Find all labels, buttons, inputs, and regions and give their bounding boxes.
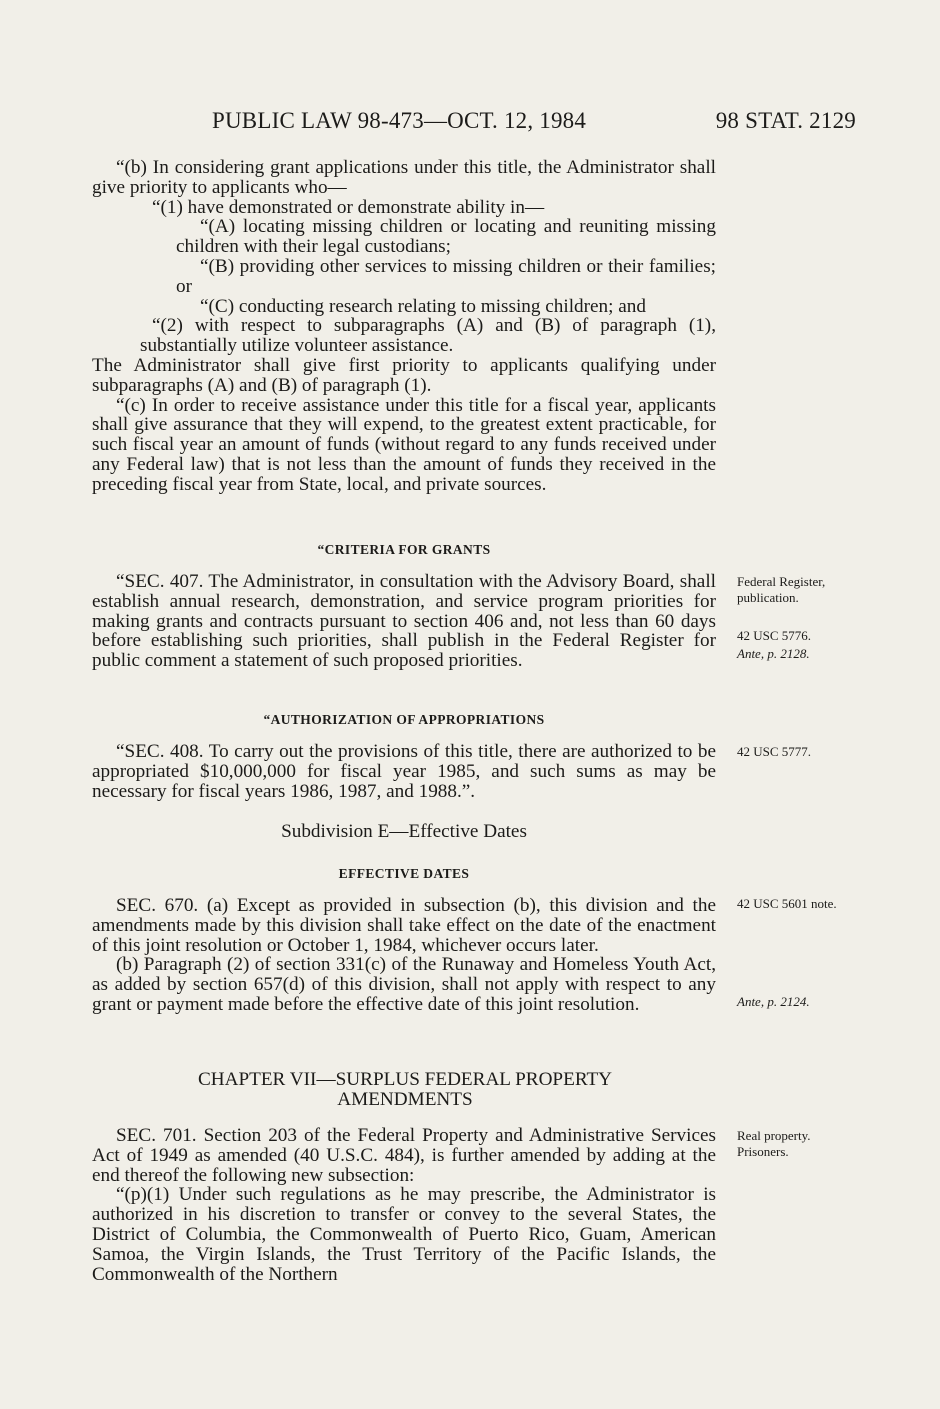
margin-note-usc-5776: 42 USC 5776. <box>737 628 812 643</box>
section-701 <box>92 1126 716 1284</box>
subsection-p1-text: “(p)(1) Under such regulations as he may prescribe, the Administrator is authorized in his discretion to transfer or convey to the several States, the District of Columbia, the Commonwealth of Puerto Rico, Guam, American Samoa, the Virgin Islands, the Trust Territory of the Pacific Islands, the Commonwealth of the Northern <box>92 1184 716 1285</box>
paragraph-b: “(b) In considering grant applications under this title, the Administrator shall give priority to applicants who— <box>92 157 716 198</box>
margin-note-usc-5777: 42 USC 5777. <box>737 744 812 759</box>
page-header <box>212 108 856 138</box>
paragraph-b1: “(1) have demonstrated or demonstrate ability in— <box>152 196 545 218</box>
subsection-b-c <box>92 158 716 495</box>
paragraph-b1B: “(B) providing other services to missing children or their families; or <box>176 255 716 297</box>
section-670 <box>92 896 716 1015</box>
paragraph-b2: “(2) with respect to subparagraphs (A) and (B) of paragraph (1), substantially utilize volunteer assistance. <box>140 315 716 357</box>
section-407 <box>92 572 716 671</box>
heading-effective-dates: EFFECTIVE DATES <box>338 866 470 881</box>
margin-note-usc-5601: 42 USC 5601 note. <box>737 896 837 911</box>
chapter-heading: CHAPTER VII—SURPLUS FEDERAL PROPERTY AMENDMENTS <box>197 1069 613 1110</box>
margin-note-ante-2124: Ante, p. 2124. <box>737 994 810 1009</box>
subdivision-heading: Subdivision E—Effective Dates <box>281 821 527 842</box>
margin-note-real-property: Real property. Prisoners. <box>737 1128 811 1159</box>
paragraph-b1A: “(A) locating missing children or locating and reuniting missing children with their legal custodians; <box>176 216 716 258</box>
section-407-text: “SEC. 407. The Administrator, in consultation with the Advisory Board, shall establish annual research, demonstration, and service program priorities for making grants and contracts pursuant to section 406 and, not less than 60 days before establishing such priorities, shall publish in the Federal Register for public comment a statement of such proposed priorities. <box>92 571 716 672</box>
section-670b-text: (b) Paragraph (2) of section 331(c) of the Runaway and Homeless Youth Act, as added by section 657(d) of this division, shall not apply with respect to any grant or payment made before the effective date of this joint resolution. <box>92 954 716 1015</box>
paragraph-c: “(c) In order to receive assistance under this title for a fiscal year, applicants shall give assurance that they will expend, to the greatest extent practicable, for such fiscal year an amount of funds (without regard to any funds received under any Federal law) that is not less than the amount of funds they received in the preceding fiscal year from State, local, and private sources. <box>92 394 716 495</box>
section-408-text: “SEC. 408. To carry out the provisions of this title, there are authorized to be appropriated $10,000,000 for fiscal year 1985, and such sums as may be necessary for fiscal years 1986, 1987, and 1988.”. <box>92 741 716 802</box>
margin-note-federal-register: Federal Register, publication. <box>737 574 826 605</box>
paragraph-b-tail: The Administrator shall give first priority to applicants qualifying under subparagraphs (A) and (B) of paragraph (1). <box>92 354 716 396</box>
paragraph-b1C: “(C) conducting research relating to missing children; and <box>200 295 646 317</box>
section-408 <box>92 742 716 801</box>
section-701-text: SEC. 701. Section 203 of the Federal Property and Administrative Services Act of 1949 as amended (40 U.S.C. 484), is further amended by adding at the end thereof the following new subsection: <box>92 1125 716 1186</box>
heading-criteria: “CRITERIA FOR GRANTS <box>317 542 491 557</box>
stat-citation: 98 STAT. 2129 <box>715 108 856 133</box>
section-670a-text: SEC. 670. (a) Except as provided in subsection (b), this division and the amendments made by this division shall take effect on the date of the enactment of this joint resolution or October 1, 1984, whichever occurs later. <box>92 895 716 956</box>
law-citation: PUBLIC LAW 98-473—OCT. 12, 1984 <box>212 108 587 133</box>
margin-note-ante-2128: Ante, p. 2128. <box>737 646 810 661</box>
heading-authorization: “AUTHORIZATION OF APPROPRIATIONS <box>263 712 545 727</box>
